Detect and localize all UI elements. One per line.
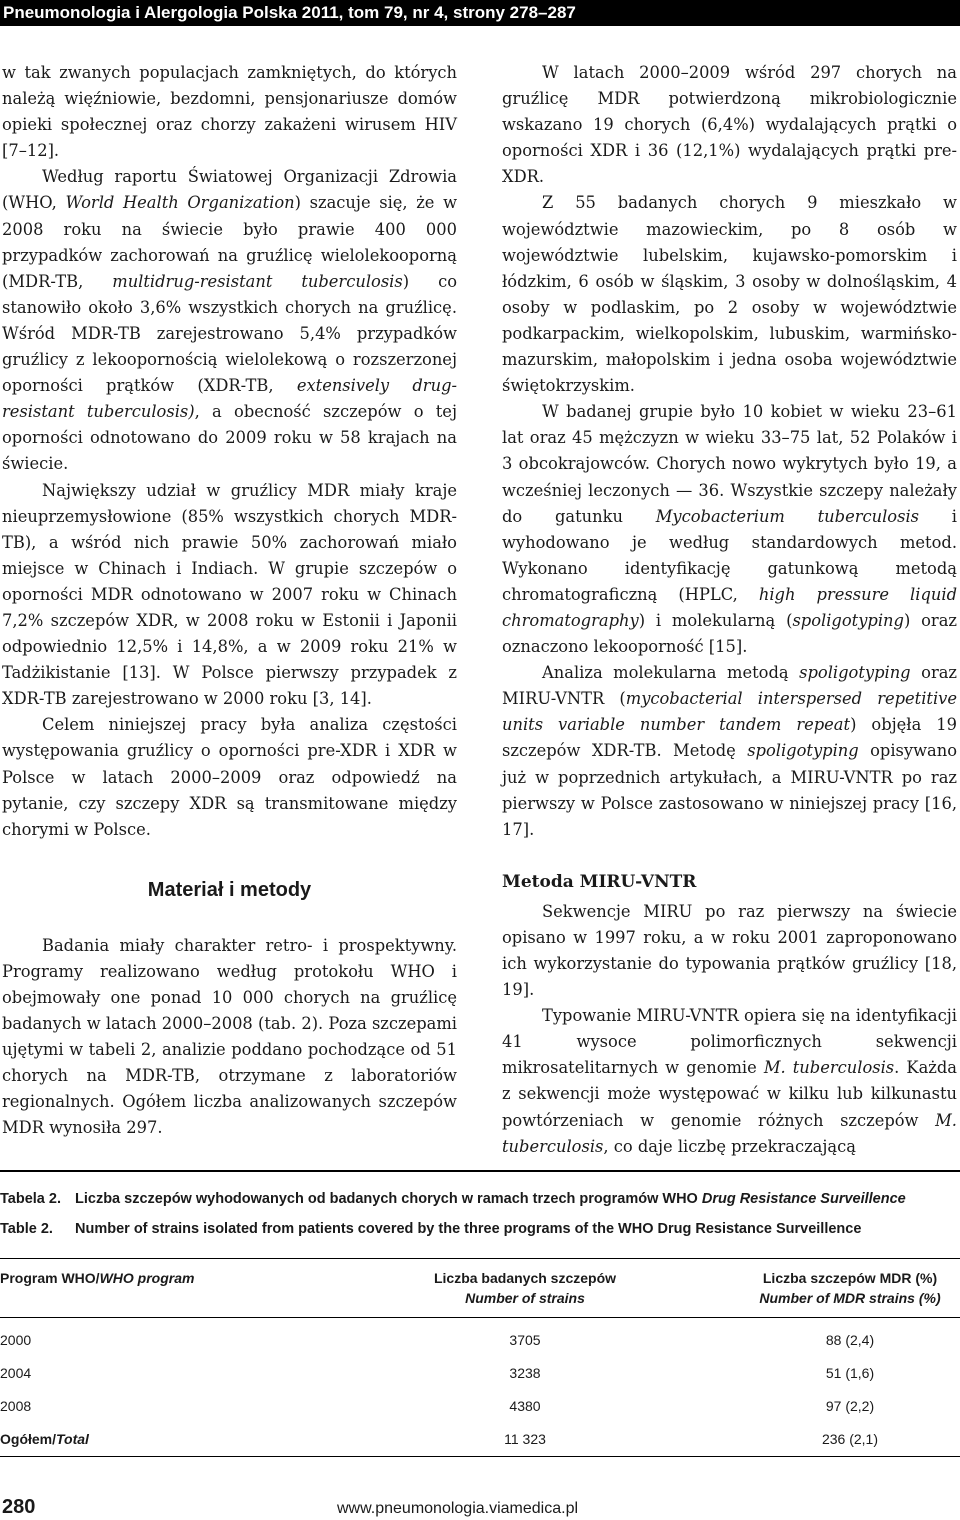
paragraph: w tak zwanych populacjach zamkniętych, do których należą więźniowie, bezdomni, pensjonariusze domów opieki społecznej oraz chorzy zakażeni wirusem HIV [7–12].	[2, 63, 457, 161]
paragraph: Największy udział w gruźlicy MDR miały kraje nieuprzemysłowione (85% wszystkich chorych MDR-TB), a wśród nich prawie 50% zachorowań miało miejsce w Chinach i Indiach. W grupie szczepów o oporności MDR odnotowano w 2007 roku w Chinach 7,2% szczepów XDR, w 2008 roku w Estonii i Japonii odpowiednio 12,5% i 14,8%, a w 2009 roku 21% w Tadżikistanie [13]. W Polsce pierwszy przypadek z XDR-TB zarejestrowano w 2000 roku [3, 14].	[2, 480, 457, 709]
table-header-row	[0, 1259, 960, 1318]
cell-mdr: 51 (1,6)	[825, 1365, 875, 1381]
paragraph: Sekwencje MIRU po raz pierwszy na świecie opisano w 1997 roku, a w roku 2001 zaproponowano ich wykorzystanie do typowania prątków gruźlicy [18, 19].	[502, 901, 957, 1000]
cell-total-label: Ogółem/Total	[0, 1431, 89, 1447]
table-caption-en: Table 2. Number of strains isolated from patients covered by the three programs of the WHO Drug Resistance Surveillence	[0, 1221, 862, 1237]
paragraph: W latach 2000–2009 wśród 297 chorych na gruźlicę MDR potwierdzoną mikrobiologicznie wskazano 19 chorych (6,4%) wydalających prątki o oporności XDR i 36 (12,1%) wydalających prątki pre-XDR.	[502, 63, 957, 187]
table-row	[0, 1357, 960, 1390]
paragraph: W badanej grupie było 10 kobiet w wieku 23–61 lat oraz 45 mężczyzn w wieku 33–75 lat, 52 Polaków i 3 obcokrajowców. Chorych nowo wykrytych było 19, a wcześniej leczonych — 36. Wszystkie szczepy należały do gatunku Mycobacterium tuberculosis i wyhodowano je według standardowych metod. Wykonano identyfikację gatunkową metodą chromatograficzną (HPLC, high pressure liquid chromatography) i molekularną (spoligotyping) oraz oznaczono lekooporność [15].	[502, 402, 958, 657]
paragraph: Badania miały charakter retro- i prospektywny. Programy realizowano według protokołu WHO i obejmowały one ponad 10 000 chorych na gruźlicę badanych w latach 2000–2008 (tab. 2). Poza szczepami ujętymi w tabeli 2, analizie poddano pochodzące od 51 chorych na MDR-TB, otrzymane z laboratoriów regionalnych. Ogółem liczba analizowanych szczepów MDR wynosiła 297.	[2, 935, 457, 1138]
column-header-program: Program WHO/WHO program	[0, 1270, 195, 1286]
cell-mdr: 88 (2,4)	[825, 1332, 875, 1348]
paragraph: Analiza molekularna metodą spoligotyping oraz MIRU-VNTR (mycobacterial interspersed repetitive units variable number tandem repeat) objęła 19 szczepów XDR-TB. Metodę spoligotyping opisywano już w poprzednich artykułach, a MIRU-VNTR po raz pierwszy w Polsce zastosowano w niniejszej pracy [16, 17].	[502, 663, 958, 839]
cell-total-mdr: 236 (2,1)	[821, 1431, 879, 1447]
cell-program: 2000	[0, 1332, 32, 1348]
table-row	[0, 1390, 960, 1423]
running-header	[0, 0, 960, 26]
paragraph: Typowanie MIRU-VNTR opiera się na identyfikacji 41 wysoce polimorficznych sekwencji mikrosatelitarnych w genomie M. tuberculosis. Każda z sekwencji może występować w kilku lub kilkunastu powtórzeniach w genomie różnych szczepów M. tuberculosis, co daje liczbę przekraczającą	[502, 1006, 957, 1156]
right-column	[502, 60, 957, 1160]
journal-url: www.pneumonologia.viamedica.pl	[337, 1500, 579, 1517]
cell-program: 2004	[0, 1365, 32, 1381]
column-header-mdr: Liczba szczepów MDR (%) Number of MDR strains (%)	[759, 1270, 941, 1306]
table-row	[0, 1318, 960, 1358]
paragraph: Celem niniejszej pracy była analiza częstości występowania gruźlicy o oporności pre-XDR i XDR w Polsce w latach 2000–2009 oraz odpowiedź na pytanie, czy szczepy XDR są transmitowane między chorymi w Polsce.	[2, 715, 457, 839]
table-total-row	[0, 1423, 960, 1457]
paragraph-who-report: Według raportu Światowej Organizacji Zdrowia (WHO, World Health Organization) szacuje się, że w 2008 roku na świecie było prawie 400 000 przypadków zachorowań na gruźlicę wielolekooporną (MDR-TB, multidrug-resistant tuberculosis) co stanowiło około 3,6% wszystkich chorych na gruźlicę. Wśród MDR-TB zarejestrowano 5,4% przypadków gruźlicy z lekoopornością wielolekową o rozszerzonej oporności prątków (XDR-TB, extensively drug-resistant tuberculosis), a obecność szczepów o tej oporności odnotowano do 2009 roku w 58 krajach na świecie.	[2, 167, 458, 474]
cell-total-strains: 11 323	[504, 1431, 546, 1447]
section-heading: Materiał i metody	[147, 878, 312, 901]
table-caption-pl: Tabela 2. Liczba szczepów wyhodowanych od badanych chorych w ramach trzech programów WHO Drug Resistance Surveillence	[0, 1191, 906, 1207]
cell-strains: 3705	[509, 1332, 541, 1348]
page-number: 280	[2, 1496, 36, 1518]
journal-citation: Pneumonologia i Alergologia Polska 2011, tom 79, nr 4, strony 278–287	[3, 3, 576, 22]
subsection-heading: Metoda MIRU-VNTR	[502, 871, 697, 892]
left-column	[2, 60, 457, 1142]
table-section	[0, 1170, 960, 1457]
top-rule	[0, 1170, 960, 1172]
cell-strains: 3238	[509, 1365, 541, 1381]
cell-program: 2008	[0, 1398, 32, 1414]
cell-mdr: 97 (2,2)	[825, 1398, 875, 1414]
column-header-strains: Liczba badanych szczepów Number of strains	[433, 1270, 617, 1306]
cell-strains: 4380	[509, 1398, 541, 1414]
data-table	[0, 1258, 960, 1457]
paragraph: Z 55 badanych chorych 9 mieszkało w województwie mazowieckim, po 8 osób w województwie lubelskim, kujawsko-pomorskim i łódzkim, 6 osób w śląskim, 3 osoby w dolnośląskim, 4 osoby w podlaskim, po 2 osoby w województwie podkarpackim, wielkopolskim, lubuskim, warmińsko-mazurskim, małopolskim i jedna osoba województwie świętokrzyskim.	[502, 193, 957, 396]
